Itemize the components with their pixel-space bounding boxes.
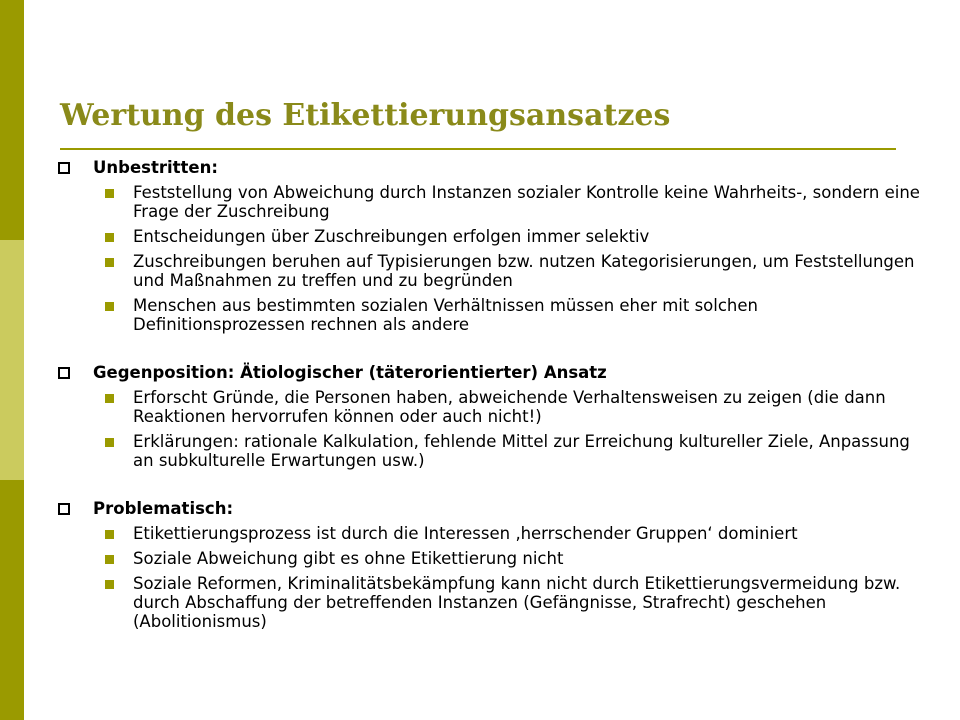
list-item (58, 388, 938, 426)
side-bar-bottom (0, 480, 24, 720)
section-heading (58, 153, 938, 181)
list-item-text: Erforscht Gründe, die Personen haben, abweichende Verhaltensweisen zu zeigen (die dann Reaktionen hervorrufen können oder auch nicht!) (133, 388, 886, 426)
filled-square-bullet-icon (105, 438, 114, 447)
list-item (58, 574, 938, 631)
filled-square-bullet-icon (105, 233, 114, 242)
list-item (58, 432, 938, 470)
title-divider (60, 148, 896, 150)
list-item (58, 183, 938, 221)
bullet-list (58, 388, 938, 470)
list-item-text: Erklärungen: rationale Kalkulation, fehlende Mittel zur Erreichung kultureller Ziele, Anpassung an subkulturelle Erwartungen usw.) (133, 432, 910, 470)
section-heading (58, 358, 938, 386)
section-problematisch (58, 494, 938, 631)
square-bullet-icon (58, 162, 70, 174)
section-unbestritten (58, 153, 938, 334)
slide-title: Wertung des Etikettierungsansatzes (60, 98, 671, 133)
square-bullet-icon (58, 503, 70, 515)
filled-square-bullet-icon (105, 189, 114, 198)
list-item (58, 252, 938, 290)
filled-square-bullet-icon (105, 580, 114, 589)
filled-square-bullet-icon (105, 258, 114, 267)
filled-square-bullet-icon (105, 394, 114, 403)
list-item-text: Feststellung von Abweichung durch Instanzen sozialer Kontrolle keine Wahrheits-, sondern eine Frage der Zuschreibung (133, 183, 920, 221)
bullet-list (58, 183, 938, 334)
section-gegenposition (58, 358, 938, 470)
slide-content (58, 153, 938, 637)
section-label: Unbestritten: (93, 157, 218, 177)
list-item-text: Menschen aus bestimmten sozialen Verhältnissen müssen eher mit solchen Definitionsprozessen rechnen als andere (133, 296, 758, 334)
section-label: Problematisch: (93, 498, 234, 518)
list-item (58, 549, 938, 568)
section-heading (58, 494, 938, 522)
section-label: Gegenposition: Ätiologischer (täterorientierter) Ansatz (93, 362, 607, 382)
bullet-list (58, 524, 938, 631)
list-item-text: Zuschreibungen beruhen auf Typisierungen bzw. nutzen Kategorisierungen, um Feststellungen und Maßnahmen zu treffen und zu begründen (133, 252, 915, 290)
list-item-text: Etikettierungsprozess ist durch die Interessen ‚herrschender Gruppen‘ dominiert (133, 524, 798, 543)
list-item-text: Soziale Abweichung gibt es ohne Etikettierung nicht (133, 549, 564, 568)
list-item-text: Soziale Reformen, Kriminalitätsbekämpfung kann nicht durch Etikettierungsvermeidung bzw. durch Abschaffung der betreffenden Instanzen (Gefängnisse, Strafrecht) geschehen (Abolitionismus) (133, 574, 901, 631)
list-item (58, 227, 938, 246)
filled-square-bullet-icon (105, 530, 114, 539)
filled-square-bullet-icon (105, 302, 114, 311)
side-bar-top (0, 0, 24, 240)
list-item (58, 524, 938, 543)
list-item (58, 296, 938, 334)
side-bar-middle (0, 240, 24, 480)
list-item-text: Entscheidungen über Zuschreibungen erfolgen immer selektiv (133, 227, 650, 246)
filled-square-bullet-icon (105, 555, 114, 564)
square-bullet-icon (58, 367, 70, 379)
